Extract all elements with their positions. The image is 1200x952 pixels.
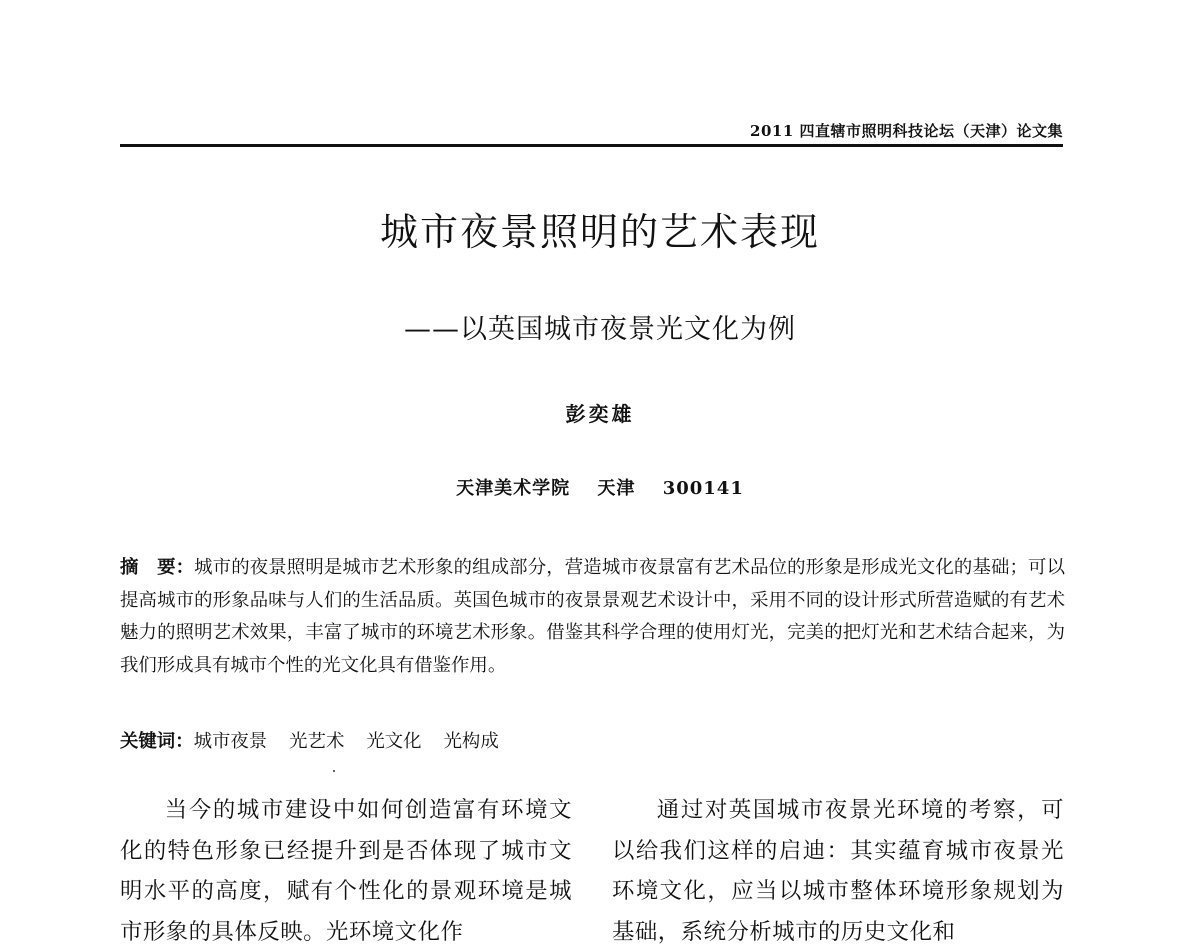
article-subtitle: ——以英国城市夜景光文化为例 [404, 314, 796, 345]
keyword-item: 光文化 [366, 731, 422, 752]
stray-dot [333, 770, 335, 772]
body-column-right [612, 790, 1064, 952]
abstract-label: 摘 要： [120, 557, 195, 578]
keyword-item: 光构成 [443, 731, 499, 752]
body-paragraph: 通过对英国城市夜景光环境的考察，可以给我们这样的启迪：其实蕴育城市夜景光环境文化，应当以城市整体环境形象规划为基础，系统分析城市的历史文化和 [612, 797, 1064, 945]
abstract-text: 城市的夜景照明是城市艺术形象的组成部分，营造城市夜景富有艺术品位的形象是形成光文化的基础；可以提高城市的形象品味与人们的生活品质。英国色城市的夜景景观艺术设计中，采用不同的设计形式所营造赋的有艺术魅力的照明艺术效果，丰富了城市的环境艺术形象。借鉴其科学合理的使用灯光，完美的把灯光和艺术结合起来，为我们形成具有城市个性的光文化具有借鉴作用。 [120, 557, 1065, 676]
article-title: 城市夜景照明的艺术表现 [379, 210, 820, 254]
keywords-label: 关键词： [120, 731, 194, 752]
body-column-left [120, 790, 572, 952]
body-paragraph: 当今的城市建设中如何创造富有环境文化的特色形象已经提升到是否体现了城市文明水平的高度，赋有个性化的景观环境是城市形象的具体反映。光环境文化作 [120, 797, 572, 945]
affiliation-city: 天津 [597, 478, 636, 499]
keyword-item: 光艺术 [289, 731, 345, 752]
author-name: 彭奕雄 [565, 402, 635, 426]
affiliation-institution: 天津美术学院 [456, 478, 571, 499]
affiliation [0, 474, 1200, 500]
abstract [120, 552, 1065, 682]
keyword-item: 城市夜景 [193, 731, 268, 752]
keywords [120, 729, 521, 755]
header-rule [120, 144, 1063, 147]
affiliation-postcode: 300141 [662, 478, 744, 499]
running-header: 2011 四直辖市照明科技论坛（天津）论文集 [750, 122, 1063, 140]
